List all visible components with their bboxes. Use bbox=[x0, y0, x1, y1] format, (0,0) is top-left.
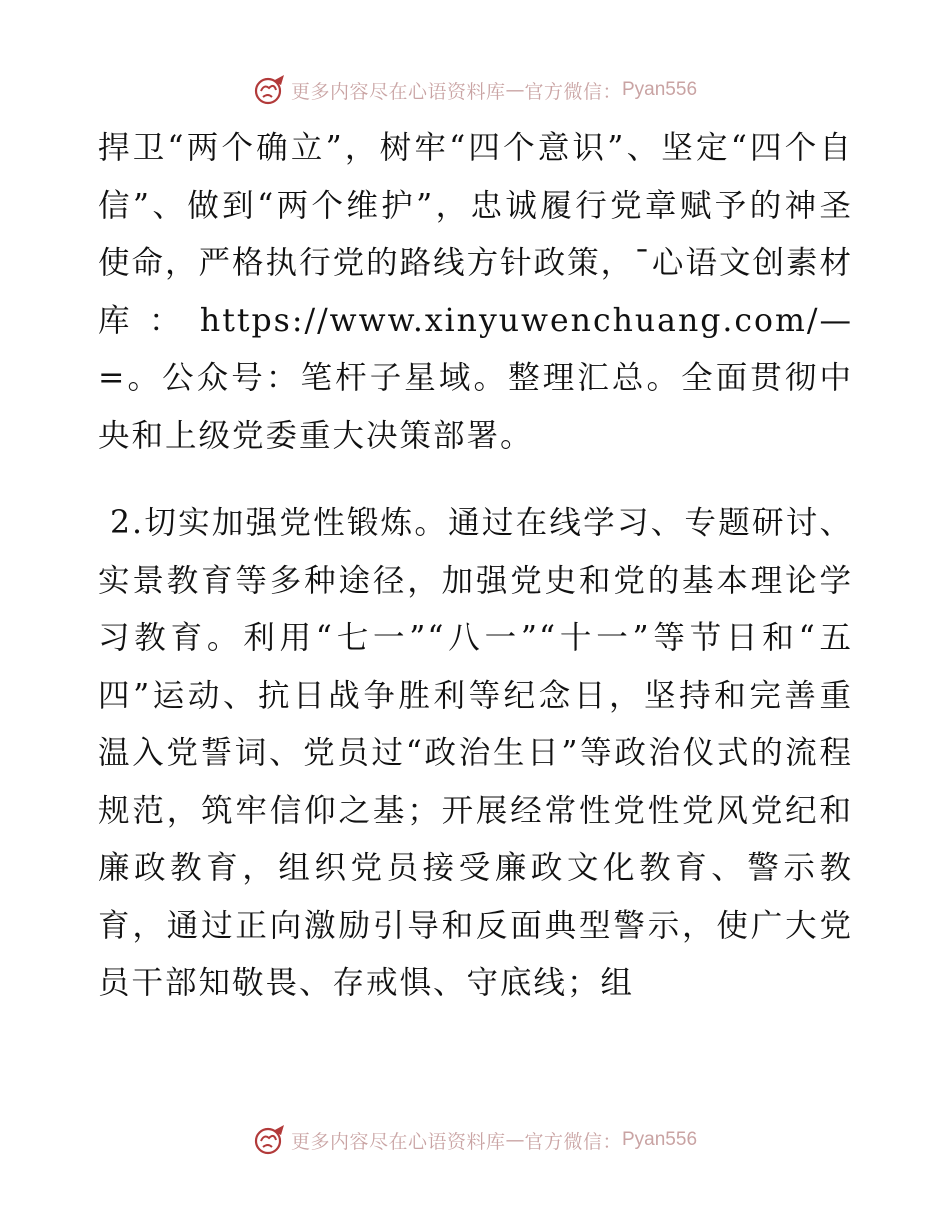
banner-text: 更多内容尽在心语资料库 bbox=[290, 80, 506, 103]
paragraph-1: 捍卫“两个确立”，树牢“四个意识”、坚定“四个自信”、做到“两个维护”，忠诚履行党章赋予的神圣使命，严格执行党的路线方针政策，¯心语文创素材库：https://www.xinyuwenchuang.com/—=。公众号：笔杆子星域。整理汇总。全面贯彻中央和上级党委重大决策部署。 bbox=[98, 130, 853, 454]
document-body bbox=[98, 120, 853, 1013]
banner-separator: — bbox=[505, 1129, 525, 1151]
brain-pen-icon bbox=[253, 73, 287, 107]
header-banner bbox=[0, 70, 950, 110]
footer-banner bbox=[0, 1120, 950, 1160]
wechat-label: 官方微信： bbox=[524, 1130, 622, 1153]
brain-pen-icon bbox=[253, 1123, 287, 1157]
paragraph-2-text: 2.切实加强党性锻炼。通过在线学习、专题研讨、实景教育等多种途径，加强党史和党的基本理论学习教育。利用“七一”“八一”“十一”等节日和“五四”运动、抗日战争胜利等纪念日，坚持和完善重温入党誓词、党员过“政治生日”等政治仪式的流程规范，筑牢信仰之基；开展经常性党性党风党纪和廉政教育，组织党员接受廉政文化教育、警示教育，通过正向激励引导和反面典型警示，使广大党员干部知敬畏、存戒惧、守底线；组 bbox=[98, 505, 853, 1001]
wechat-label: 官方微信： bbox=[524, 80, 622, 103]
banner-separator: — bbox=[505, 79, 525, 101]
wechat-id: Pyan556 bbox=[622, 79, 698, 100]
wechat-id: Pyan556 bbox=[622, 1129, 698, 1150]
paragraph-2 bbox=[98, 495, 853, 1013]
banner-text: 更多内容尽在心语资料库 bbox=[290, 1130, 506, 1153]
